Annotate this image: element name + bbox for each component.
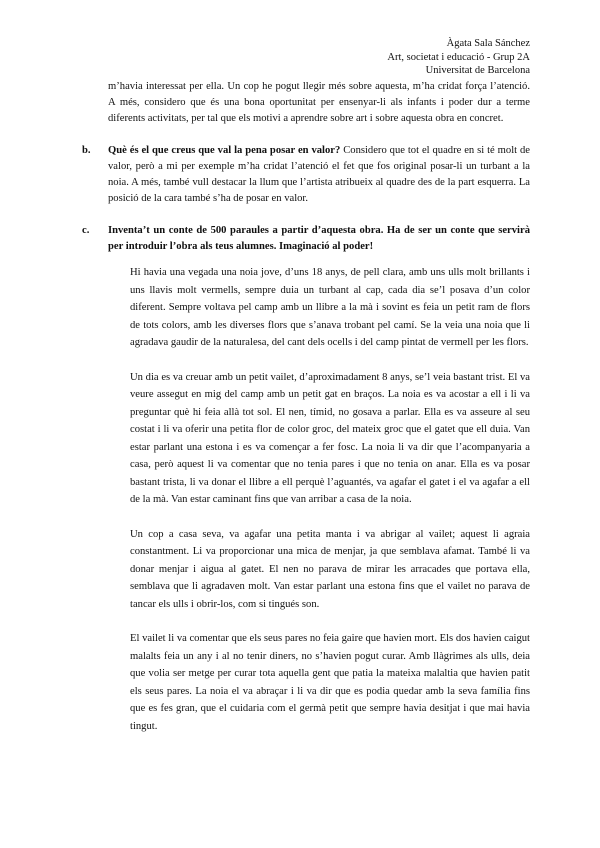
document-header	[387, 37, 530, 78]
university-name: Universitat de Barcelona	[425, 65, 530, 76]
story-text	[130, 264, 530, 752]
story-paragraph: Hi havia una vegada una noia jove, d’uns 18 anys, de pell clara, amb uns ulls molt brillants i uns llavis molt vermells, sempre duia un turbant al cap, cada dia se’l posava d’un color diferent. Sempre voltava pel camp amb un llibre a la mà i sovint es feia un petit ram de flors de tots colors, amb les diverses flors que s’anava trobant pel camí. Se la veia una noia que li agradava gaudir de la naturalesa, del cant dels ocells i del camp pintat de vermell per les flors.	[130, 267, 530, 348]
answer-text: Considero que tot el quadre en si té molt de valor, però a mi per exemple m’ha cridat l’atenció el fet que fos original posar-li un turbant a la noia. A més, també vull destacar la llum que l’artista atribueix al quadre des de la part esquerra. La posició de la cara també s’ha de posar en valor.	[108, 145, 530, 204]
author-name: Àgata Sala Sánchez	[446, 38, 530, 49]
story-paragraph: Un cop a casa seva, va agafar una petita manta i va abrigar al vailet; aquest li agraia constantment. Li va proporcionar una mica de menjar, ja que semblava afamat. També li va donar menjar i aigua al gatet. El nen no parava de mirar les arracades que portava ella, semblava que li agradaven molt. Van estar parlant una estona fins que el vailet no parava de tancar els ulls i obrir-los, com si tingués son.	[130, 528, 530, 610]
list-item-content	[108, 143, 530, 207]
question-text: Inventa’t un conte de 500 paraules a partir d’aquesta obra. Ha de ser un conte que servirà per introduir l’obra als teus alumnes. Imaginació al poder!	[108, 225, 530, 252]
list-item-c	[82, 223, 530, 255]
list-marker: b.	[82, 145, 91, 156]
question-text: Què és el que creus que val la pena posar en valor?	[108, 145, 341, 156]
continuation-paragraph: m’havia interessat per ella. Un cop he pogut llegir més sobre aquesta, m’ha cridat força l’atenció. A més, considero que és una bona oportunitat per ensenyar-li als infants i poder dur a terme diferents activitats, per tal que els motivi a aprendre sobre art i sobre aquesta obra en concret.	[108, 81, 530, 124]
story-paragraph: Un dia es va creuar amb un petit vailet, d’aproximadament 8 anys, se’l veia bastant trist. El va veure assegut en mig del camp amb un petit gat en braços. La noia es va acostar a ell i li va preguntar què hi feia allà tot sol. El nen, tímid, no gosava a parlar. Ella es va asseure al seu costat i li va oferir una petita flor de color groc, del mateix groc que el gatet que ell duia. Van estar parlant una estona i es va començar a fer fosc. La noia li va dir que l’acompanyaria a casa, però aquest li va comentar que no tenia pares i que no tenia on anar. Ella es va posar bastant trista, li va donar el llibre a ell perquè l’aguantés, va agafar el gatet i el va agafar a ell de la mà. Van estar caminant fins que van arribar a casa de la noia.	[130, 371, 530, 505]
list-item-content	[108, 223, 530, 255]
story-paragraph: El vailet li va comentar que els seus pares no feia gaire que havien mort. Els dos havien caigut malalts feia un any i al no tenir diners, no s’havien pogut curar. Amb llàgrimes als ulls, deia que volia ser metge per curar tota aquella gent que patia la mateixa malaltia que havien patit els seus pares. La noia el va abraçar i li va dir que es podia quedar amb la seva família fins que es fes gran, que el cuidaria com el germà petit que sempre havia desitjat i que mai havia tingut.	[130, 633, 530, 732]
list-item-b	[82, 143, 530, 207]
list-marker: c.	[82, 225, 90, 236]
course-name: Art, societat i educació - Grup 2A	[387, 51, 530, 63]
